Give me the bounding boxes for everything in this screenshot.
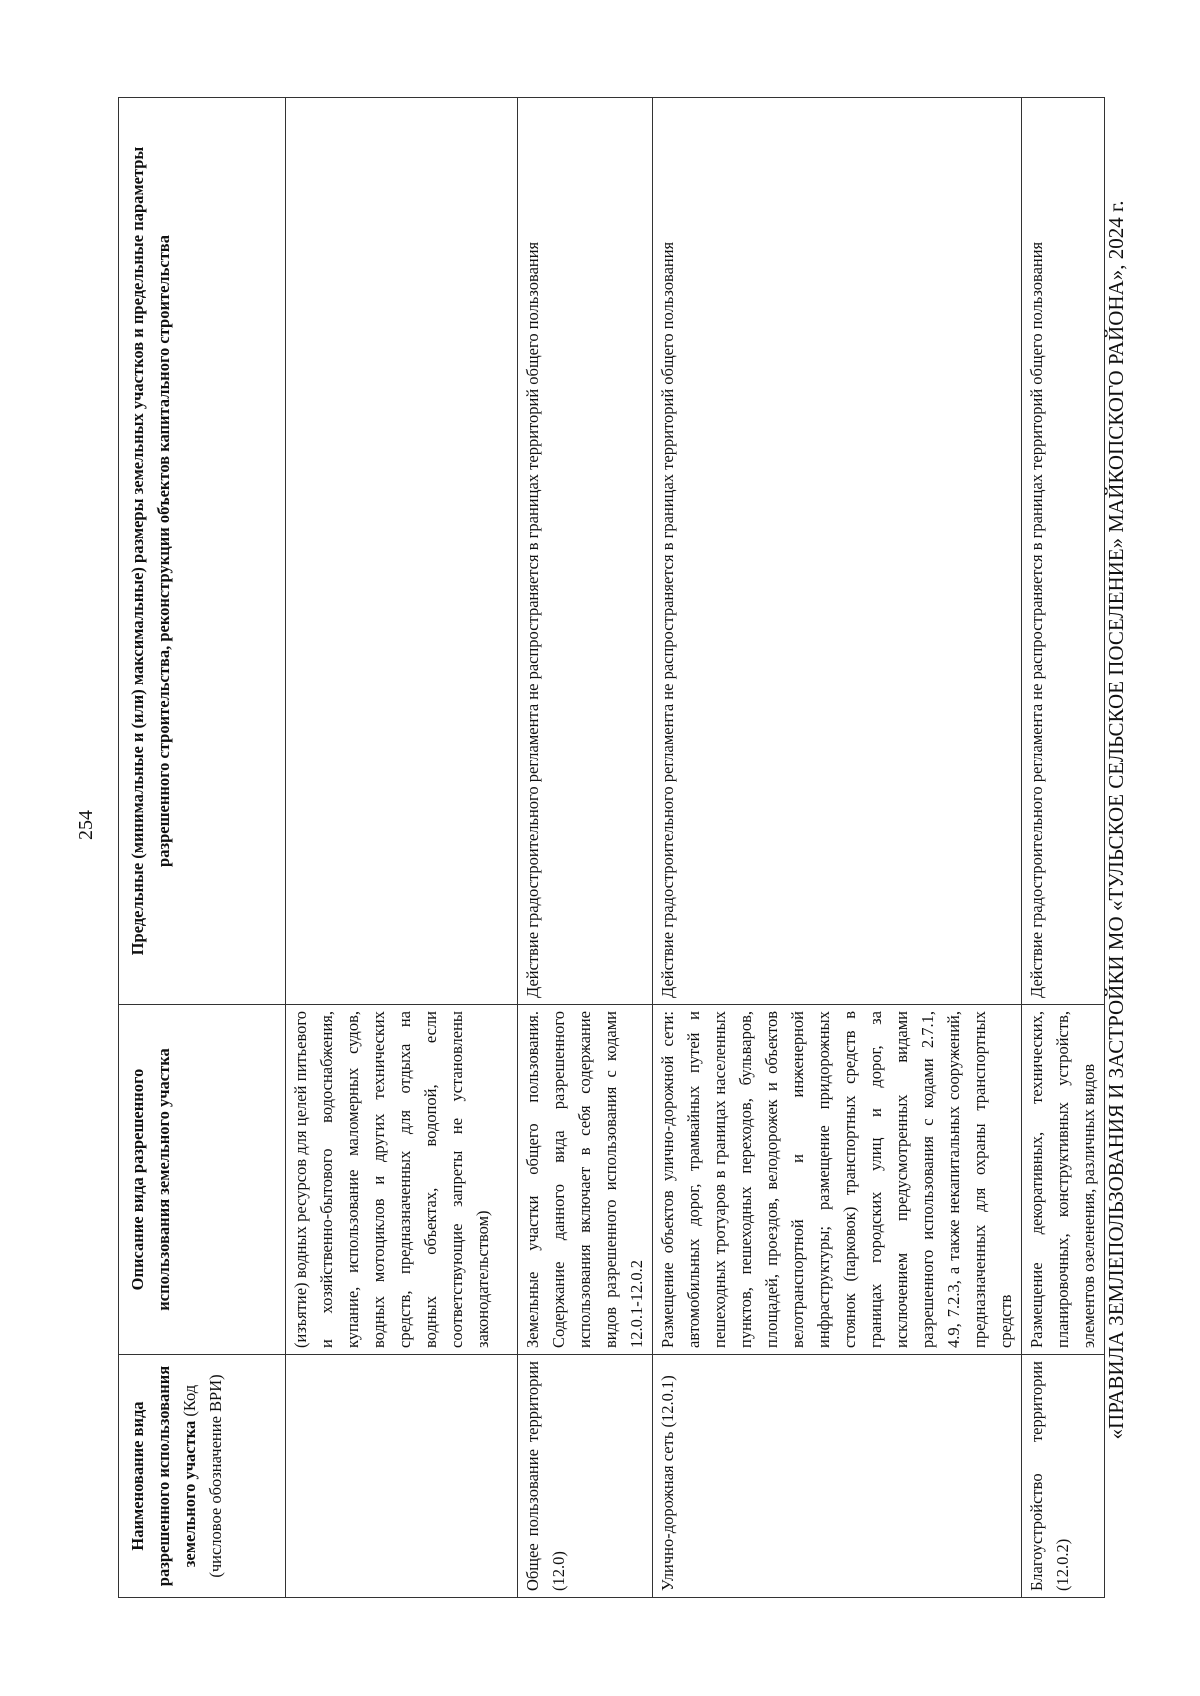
header-vri-code: (Код (числовое обозначение ВРИ) — [180, 1374, 225, 1578]
header-vri-name-bold: Наименование вида разрешенного использования земельного участка — [128, 1365, 199, 1587]
table-header-row — [119, 98, 286, 1598]
row-limit-params: Действие градостроительного регламента не распространяется в границах территорий общего пользования — [653, 98, 1022, 1005]
row-vri-name — [286, 1355, 518, 1598]
row-vri-description: Размещение объектов улично-дорожной сети: автомобильных дорог, трамвайных путей и пешеходных тротуаров в границах населенных пунктов, пешеходных переходов, бульваров, площадей, проездов, велодорожек и объектов велотранспортной и инженерной инфраструктуры; размещение придорожных стоянок (парковок) транспортных средств в границах городских улиц и дорог, за исключением предусмотренных видами разрешенного использования с кодами 2.7.1, 4.9, 7.2.3, а также некапитальных сооружений, предназначенных для охраны транспортных средств — [653, 1005, 1022, 1355]
table-row — [653, 98, 1022, 1598]
table-row — [286, 98, 518, 1598]
rotated-page-content — [118, 98, 1098, 1598]
row-vri-name: Общее пользование территории (12.0) — [518, 1355, 653, 1598]
row-limit-params: Действие градостроительного регламента не распространяется в границах территорий общего пользования — [518, 98, 653, 1005]
row-vri-description: Размещение декоративных, технических, планировочных, конструктивных устройств, элементов озеленения, различных видов — [1022, 1005, 1105, 1355]
table-row — [518, 98, 653, 1598]
row-limit-params — [286, 98, 518, 1005]
row-limit-params: Действие градостроительного регламента не распространяется в границах территорий общего пользования — [1022, 98, 1105, 1005]
row-vri-description: Земельные участки общего пользования. Содержание данного вида разрешенного использования включает в себя содержание видов разрешенного использования с кодами 12.0.1-12.0.2 — [518, 1005, 653, 1355]
header-vri-name — [119, 1355, 286, 1598]
document-footer: «ПРАВИЛА ЗЕМЛЕПОЛЬЗОВАНИЯ И ЗАСТРОЙКИ МО «ТУЛЬСКОЕ СЕЛЬСКОЕ ПОСЕЛЕНИЕ» МАЙКОПСКОГО РАЙОНА», 2024 г. — [1104, 200, 1128, 1440]
regulations-table — [118, 97, 1105, 1598]
row-vri-description: (изъятие) водных ресурсов для целей питьевого и хозяйственно-бытового водоснабжения, купание, использование маломерных судов, водных мотоциклов и других технических средств, предназначенных для отдыха на водных объектах, водопой, если соответствующие запреты не установлены законодательством) — [286, 1005, 518, 1355]
header-vri-description: Описание вида разрешенного использования земельного участка — [119, 1005, 286, 1355]
row-vri-name: Благоустройство территории (12.0.2) — [1022, 1355, 1105, 1598]
row-vri-name: Улично-дорожная сеть (12.0.1) — [653, 1355, 1022, 1598]
page-number: 254 — [75, 810, 97, 840]
header-limit-params: Предельные (минимальные и (или) максимальные) размеры земельных участков и предельные параметры разрешенного строительства, реконструкции объектов капитального строительства — [119, 98, 286, 1005]
table-row — [1022, 98, 1105, 1598]
